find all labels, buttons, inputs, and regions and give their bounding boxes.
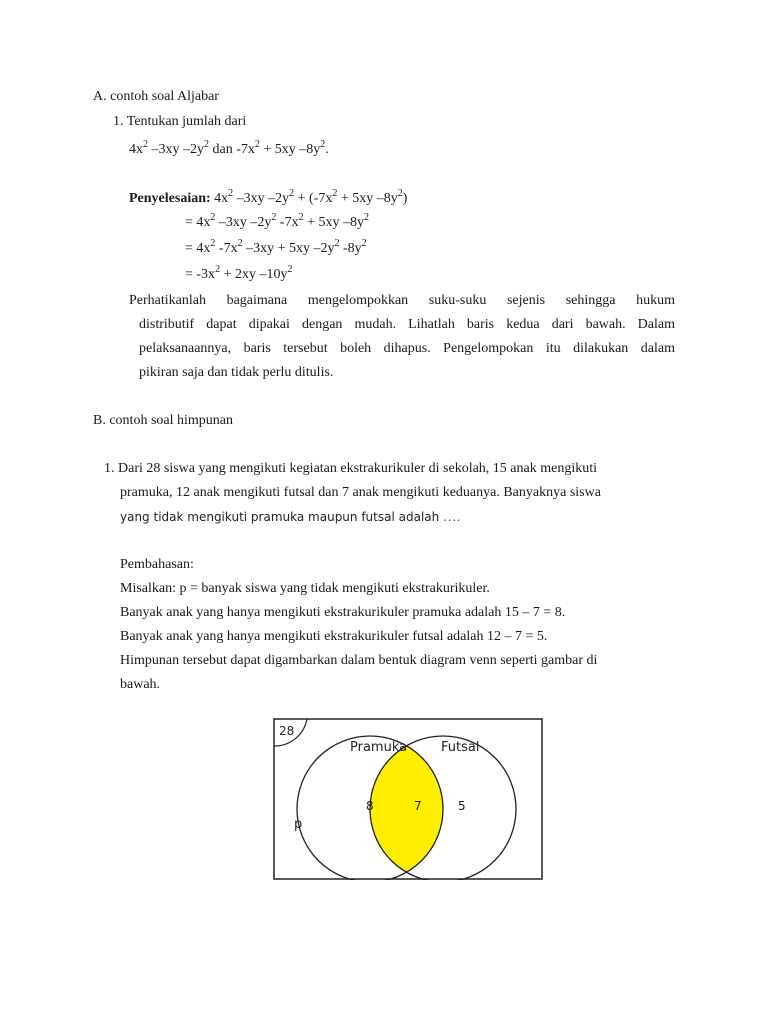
solution-line-3: = $4x^2$ $-7x^2$ –3xy + 5xy $-2y^2$ $-8y^2$	[185, 238, 367, 256]
solution-label: Penyelesaian:	[129, 191, 211, 206]
only-pramuka-value: 8	[366, 799, 374, 813]
section-a-heading: A. contoh soal Aljabar	[93, 89, 219, 104]
discussion-label: Pembahasan:	[120, 557, 194, 572]
solution-line-4: = $-3x^2 + 2xy$ $-10y^2$	[185, 264, 293, 282]
explanation-line-4: pikiran saja dan tidak perlu ditulis.	[139, 365, 334, 380]
discussion-line-2: Banyak anak yang hanya mengikuti ekstrakurikuler pramuka adalah 15 – 7 = 8.	[120, 605, 566, 620]
discussion-line-5: bawah.	[120, 677, 161, 692]
outside-label: p	[294, 817, 303, 832]
problem-line-3	[120, 508, 460, 527]
problem-line-1: 1. Dari 28 siswa yang mengikuti kegiatan ekstrakurikuler di sekolah, 15 anak mengikuti	[104, 461, 597, 476]
discussion-line-3: Banyak anak yang hanya mengikuti ekstrakurikuler futsal adalah 12 – 7 = 5.	[120, 629, 548, 644]
solution-line-2: = $4x^2$ –3xy $-2y^2$ $-7x^2 + 5xy$ $-8y^2$	[185, 212, 369, 230]
futsal-label: Futsal	[441, 740, 480, 755]
explanation-line-3: pelaksanaannya, baris tersebut boleh dihapus. Pengelompokan itu dilakukan dalam	[139, 341, 675, 356]
problem-line-2: pramuka, 12 anak mengikuti futsal dan 7 anak mengikuti keduanya. Banyaknya siswa	[120, 485, 601, 500]
pramuka-label: Pramuka	[350, 740, 408, 755]
question-1-expression: $4x^2$ –3xy $-2y^2$ dan $-7x^2 + 5xy$ $-8y^2$.	[129, 139, 329, 157]
venn-diagram	[273, 718, 545, 880]
only-futsal-value: 5	[458, 799, 466, 813]
section-b-heading: B. contoh soal himpunan	[93, 413, 233, 428]
solution-line-1	[129, 190, 407, 208]
intersection-value: 7	[414, 799, 422, 813]
explanation-line-2: distributif dapat dipakai dengan mudah. Lihatlah baris kedua dari bawah. Dalam	[139, 317, 675, 332]
discussion-line-4: Himpunan tersebut dapat digambarkan dalam bentuk diagram venn seperti gambar di	[120, 653, 598, 668]
question-1-intro: 1. Tentukan jumlah dari	[113, 114, 247, 129]
explanation-line-1: Perhatikanlah bagaimana mengelompokkan suku-suku sejenis sehingga hukum	[129, 293, 675, 308]
solution-expression: $4x^2$ –3xy $-2y^2 + (-7x^2 + 5xy$ $-8y^2$)	[214, 188, 408, 206]
discussion-line-1: Misalkan: p = banyak siswa yang tidak mengikuti ekstrakurikuler.	[120, 581, 490, 596]
problem-line-3-text: yang tidak mengikuti pramuka maupun futsal adalah	[120, 510, 440, 524]
answer-blank-dots: ….	[442, 510, 461, 525]
universe-label: 28	[279, 724, 295, 738]
